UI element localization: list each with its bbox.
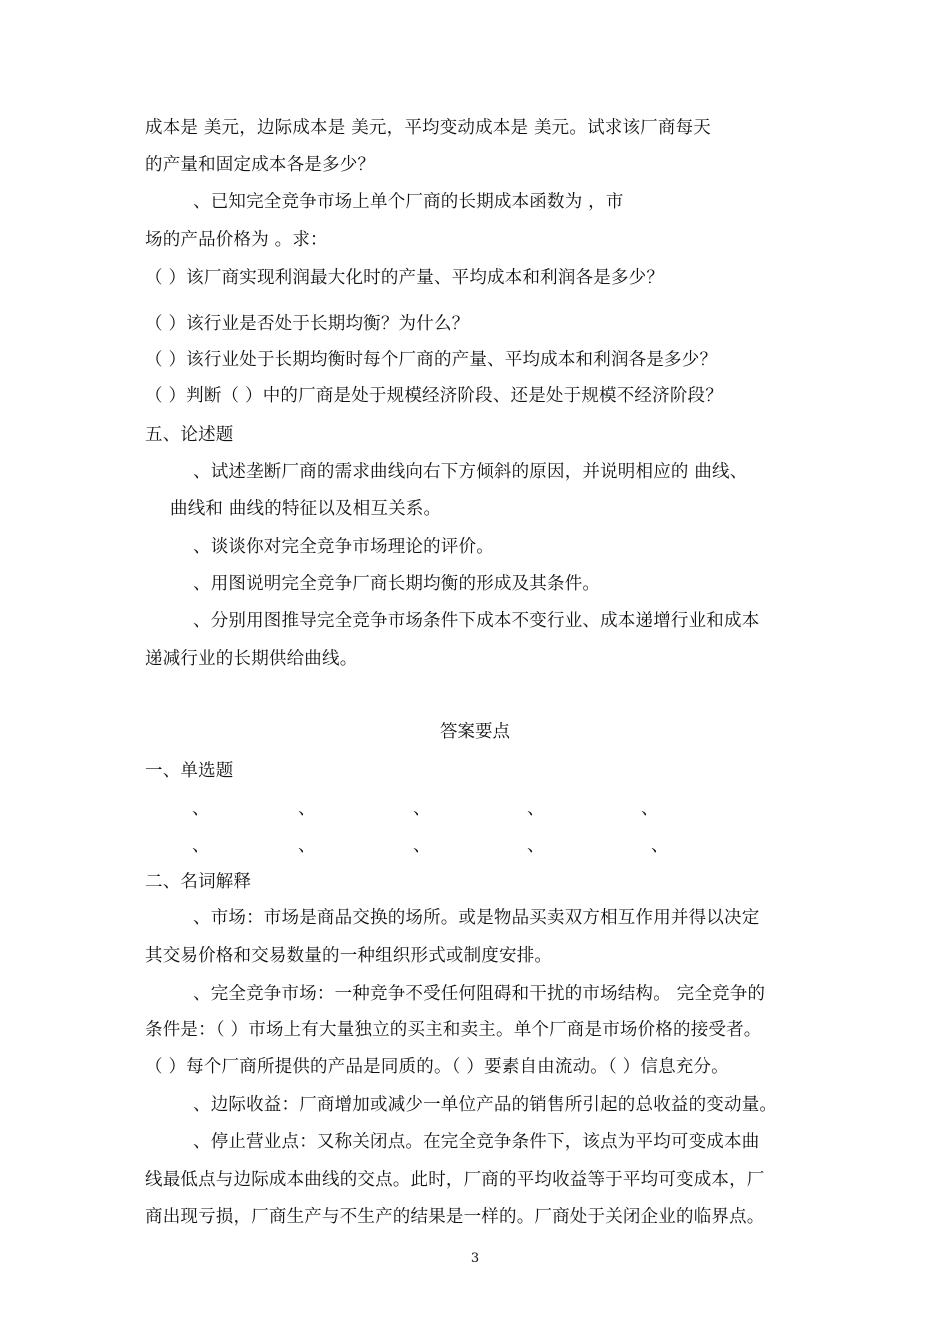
choice-mark: 、 (527, 836, 545, 856)
cost-question-line-2: 的产量和固定成本各是多少？ (145, 155, 376, 175)
cost-question-line-1: 成本是 美元，边际成本是 美元，平均变动成本是 美元。试求该厂商每天 (145, 118, 711, 138)
long-run-question-line-1: 、已知完全竞争市场上单个厂商的长期成本函数为 ，市 (193, 192, 624, 212)
terms-heading: 二、名词解释 (145, 872, 252, 892)
term-perfect-competition-line-3: （ ）每个厂商所提供的产品是同质的。（ ）要素自由流动。（ ）信息充分。 (145, 1057, 729, 1077)
choice-mark: 、 (413, 836, 431, 856)
term-shutdown-point-line-2: 线最低点与边际成本曲线的交点。此时，厂商的平均收益等于平均可变成本，厂 (145, 1170, 765, 1190)
choice-answers-row-2 (0, 834, 950, 858)
long-run-question-line-2: 场的产品价格为 。求： (145, 230, 328, 250)
term-marginal-revenue: 、边际收益：厂商增加或减少一单位产品的销售所引起的总收益的变动量。 (193, 1095, 778, 1115)
single-choice-heading: 一、单选题 (145, 761, 234, 781)
sub-question-4: （ ）判断（ ）中的厂商是处于规模经济阶段、还是处于规模不经济阶段？ (145, 386, 723, 406)
essay-item-1-line-1: 、试述垄断厂商的需求曲线向右下方倾斜的原因，并说明相应的 曲线、 (193, 462, 748, 482)
essay-item-3: 、用图说明完全竞争厂商长期均衡的形成及其条件。 (193, 574, 601, 594)
essay-item-2: 、谈谈你对完全竞争市场理论的评价。 (193, 537, 494, 557)
choice-mark: 、 (192, 799, 210, 819)
essay-heading: 五、论述题 (145, 425, 234, 445)
choice-mark: 、 (527, 799, 545, 819)
sub-question-3: （ ）该行业处于长期均衡时每个厂商的产量、平均成本和利润各是多少？ (145, 350, 718, 370)
page-number: 3 (470, 1251, 480, 1266)
answers-title: 答案要点 (440, 722, 510, 742)
term-shutdown-point-line-3: 商出现亏损，厂商生产与不生产的结果是一样的。厂商处于关闭企业的临界点。 (145, 1207, 765, 1227)
term-market-line-2: 其交易价格和交易数量的一种组织形式或制度安排。 (145, 946, 553, 966)
term-perfect-competition-line-2: 条件是：（ ）市场上有大量独立的买主和卖主。单个厂商是市场价格的接受者。 (145, 1020, 762, 1040)
sub-question-2: （ ）该行业是否处于长期均衡？为什么？ (145, 314, 470, 334)
essay-item-4-line-1: 、分别用图推导完全竞争市场条件下成本不变行业、成本递增行业和成本 (193, 611, 760, 631)
essay-item-1-line-2: 曲线和 曲线的特征以及相互关系。 (170, 499, 442, 519)
choice-mark: 、 (413, 799, 431, 819)
choice-mark: 、 (192, 836, 210, 856)
term-perfect-competition-line-1: 、完全竞争市场：一种竞争不受任何阻碍和干扰的市场结构。 完全竞争的 (193, 984, 766, 1004)
choice-mark: 、 (651, 836, 669, 856)
term-market-line-1: 、市场：市场是商品交换的场所。或是物品买卖双方相互作用并得以决定 (193, 908, 760, 928)
choice-answers-row-1 (0, 797, 950, 821)
term-shutdown-point-line-1: 、停止营业点：又称关闭点。在完全竞争条件下，该点为平均可变成本曲 (193, 1132, 760, 1152)
choice-mark: 、 (298, 836, 316, 856)
choice-mark: 、 (641, 799, 659, 819)
essay-item-4-line-2: 递减行业的长期供给曲线。 (145, 649, 358, 669)
sub-question-1: （ ）该厂商实现利润最大化时的产量、平均成本和利润各是多少？ (145, 268, 665, 288)
choice-mark: 、 (298, 799, 316, 819)
